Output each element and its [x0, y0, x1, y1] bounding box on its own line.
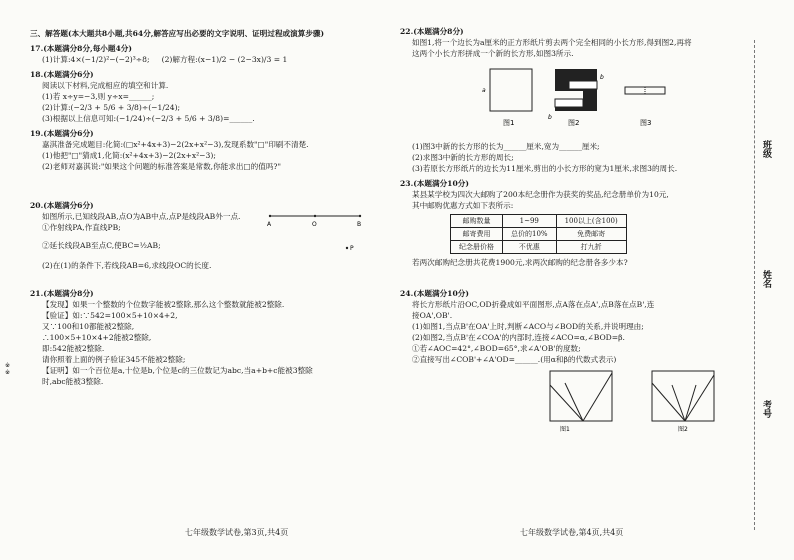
q17-head: 17.(本题满分8分,每小题4分) [30, 44, 132, 53]
q18-head: 18.(本题满分6分) [30, 70, 94, 79]
table-cell: 1~99 [503, 215, 557, 228]
q19-head: 19.(本题满分6分) [30, 129, 94, 138]
table-cell: 总价的10% [503, 228, 557, 241]
fig2-caption: 图2 [568, 119, 580, 127]
q21-line1: 【发现】如果一个整数的个位数字能被2整除,那么这个整数就能被2整除. [42, 300, 285, 309]
fig2-label-b-top: b [600, 74, 604, 81]
q19-line1: 嘉淇准备完成题目:化简:(□x²+4x+3)−2(2x+x²−3),发现系数"□"印刷不清楚. [42, 140, 309, 149]
table-cell: 100以上(含100) [556, 215, 626, 228]
point-b [359, 215, 361, 217]
fig2-cut-bottom [555, 99, 583, 107]
q20-figure [265, 208, 375, 256]
binding-name: 姓名 [761, 270, 771, 288]
table-cell: 免费邮寄 [556, 228, 626, 241]
q24-line1: 将长方形纸片沿OC,OD折叠成如平面图形,点A落在点A',点B落在点B',连 [412, 300, 655, 309]
q20-step1: ①作射线PA,作直线PB; [42, 223, 121, 232]
page-footer-left: 七年级数学试卷,第3页,共4页 [185, 528, 289, 537]
point-p [346, 247, 348, 249]
q19-line3: (2)老师对嘉淇说:"如果这个问题的标准答案是常数,你能求出□的值吗?" [42, 162, 281, 171]
q19-line2: (1)他把"□"猜成1,化简:(x²+4x+3)−2(2x+x²−3); [42, 151, 216, 160]
section-title: 三、解答题(本大题共8小题,共64分,解答应写出必要的文字说明、证明过程或演算步骤) [30, 29, 325, 38]
binding-id: 考号 [761, 400, 771, 418]
point-a [269, 215, 271, 217]
q21-line4: ∴100×5+10×4+2能被2整除, [42, 333, 152, 342]
q21-line5: 即:542能被2整除. [42, 344, 105, 353]
page-right [390, 0, 760, 560]
q20-intro: 如图所示,已知线段AB,点O为AB中点,点P是线段AB外一点. [42, 212, 241, 221]
table-row [451, 241, 627, 254]
q21-line2: 【验证】如:∵542=100×5+10×4+2, [42, 311, 178, 320]
point-o [314, 215, 316, 217]
q23-line1: 某县某学校为四次大邮购了200本纪念册作为获奖的奖品,纪念册单价为10元, [412, 190, 669, 199]
discount-table [450, 214, 627, 254]
q24-part2b: ②直接写出∠COB'+∠A'OD=______.(用α和β的代数式表示) [412, 355, 617, 364]
q24-part1: (1)如图1,当点B'在OA'上时,判断∠ACO与∠BOD的关系,并说明理由; [412, 322, 644, 331]
q22-figures [400, 59, 760, 137]
table-cell: 打九折 [556, 241, 626, 254]
q23-line3: 若两次邮购纪念册共花费1900元,求两次邮购的纪念册各多少本? [412, 258, 628, 267]
fig1-label-a: a [482, 87, 486, 94]
q21-line8: 时,abc能被3整除. [42, 377, 104, 386]
q24-head: 24.(本题满分10分) [400, 289, 469, 298]
fig1-fold-oc [550, 385, 583, 421]
fig1-square [490, 69, 532, 111]
q17-part1: (1)计算:4×(−1/2)²−(−2)³÷8; [42, 55, 150, 64]
fig2-label-b-bottom: b [548, 114, 552, 121]
q22-line2: 这两个小长方形拼成一个新的长方形,如图3所示. [412, 49, 574, 58]
q23-head: 23.(本题满分10分) [400, 179, 469, 188]
q24-figures [400, 365, 760, 435]
q20-body [30, 222, 377, 272]
q20-part2: (2)在(1)的条件下,若线段AB=6,求线段OC的长度. [42, 261, 212, 270]
q24-line2: 接OA',OB'. [412, 311, 453, 320]
fig1-rect [550, 371, 612, 421]
fig1-oa [565, 383, 583, 421]
fig1-caption: 图1 [560, 426, 570, 433]
margin-mark: ※※ [4, 362, 11, 376]
fig2-fold-oc [652, 383, 685, 421]
label-a: A [267, 221, 272, 228]
q21-line3: 又∵100和10都能被2整除, [42, 322, 135, 331]
table-row [451, 215, 627, 228]
table-cell: 不优惠 [503, 241, 557, 254]
q22-part2: (2)求图3中新的长方形的周长; [412, 153, 514, 162]
fig2-fold-od [685, 375, 714, 421]
binding-class: 班级 [761, 140, 771, 158]
fig2-ob [685, 385, 696, 421]
q18-part2: (2)计算:(−2/3 + 5/6 + 3/8)÷(−1/24); [42, 103, 181, 112]
q17-part2: (2)解方程:(x−1)/2 − (2−3x)/3 = 1 [161, 55, 288, 64]
fig2-cut-top [569, 81, 597, 89]
fig2-caption: 图2 [678, 426, 688, 433]
q18-intro: 阅读以下材料,完成相应的填空和计算. [42, 81, 169, 90]
q21-line7: 【证明】如一个百位是a,十位是b,个位是c的三位数记为abc,当a+b+c能被3整除 [42, 366, 313, 375]
q20-head: 20.(本题满分6分) [30, 201, 94, 210]
fig2-oa [672, 385, 685, 421]
label-b: B [357, 221, 362, 228]
table-cell: 纪念册价格 [451, 241, 503, 254]
page-left [0, 0, 385, 560]
table-cell: 邮购数量 [451, 215, 503, 228]
label-p: P [350, 245, 354, 252]
q21-head: 21.(本题满分8分) [30, 289, 94, 298]
q18-part1: (1)若 x÷y=−3,则 y÷x=______; [42, 92, 155, 101]
q23-line2: 其中邮购优惠方式如下表所示: [412, 201, 514, 210]
q22-part3: (3)若原长方形纸片的边长为11厘米,剪出的小长方形的宽为1厘米,求图3的周长. [412, 164, 678, 173]
label-o: O [312, 221, 317, 228]
q24-part2: (2)如图2,当点B'在∠COA'的内部时,连接∠ACO=α,∠BOD=β. [412, 333, 625, 342]
fig1-caption: 图1 [503, 119, 515, 127]
binding-line [754, 40, 755, 530]
q22-part1: (1)图3中新的长方形的长为______厘米,宽为______厘米; [412, 142, 600, 151]
q24-part2a: ①若∠AOC=42°,∠BOD=65°,求∠A'OB'的度数; [412, 344, 581, 353]
q17-parts [30, 54, 377, 65]
q21-line6: 请你照着上面的例子验证345不能被2整除; [42, 355, 186, 364]
q20-step2: ②延长线段AB至点C,使BC=½AB; [42, 241, 161, 250]
q18-part3: (3)根据以上信息可知:(−1/24)÷(−2/3 + 5/6 + 3/8)=______. [42, 114, 255, 123]
fig3-rect [625, 87, 665, 94]
q22-line1: 如图1,将一个边长为a厘米的正方形纸片剪去两个完全相同的小长方形,得到图2,再将 [412, 38, 692, 47]
fig2-rect [652, 371, 714, 421]
table-row [451, 228, 627, 241]
page-footer-right: 七年级数学试卷,第4页,共4页 [520, 528, 624, 537]
table-cell: 邮寄费用 [451, 228, 503, 241]
fig1-fold-od [583, 373, 612, 421]
fig3-caption: 图3 [640, 119, 652, 127]
q22-head: 22.(本题满分8分) [400, 27, 464, 36]
